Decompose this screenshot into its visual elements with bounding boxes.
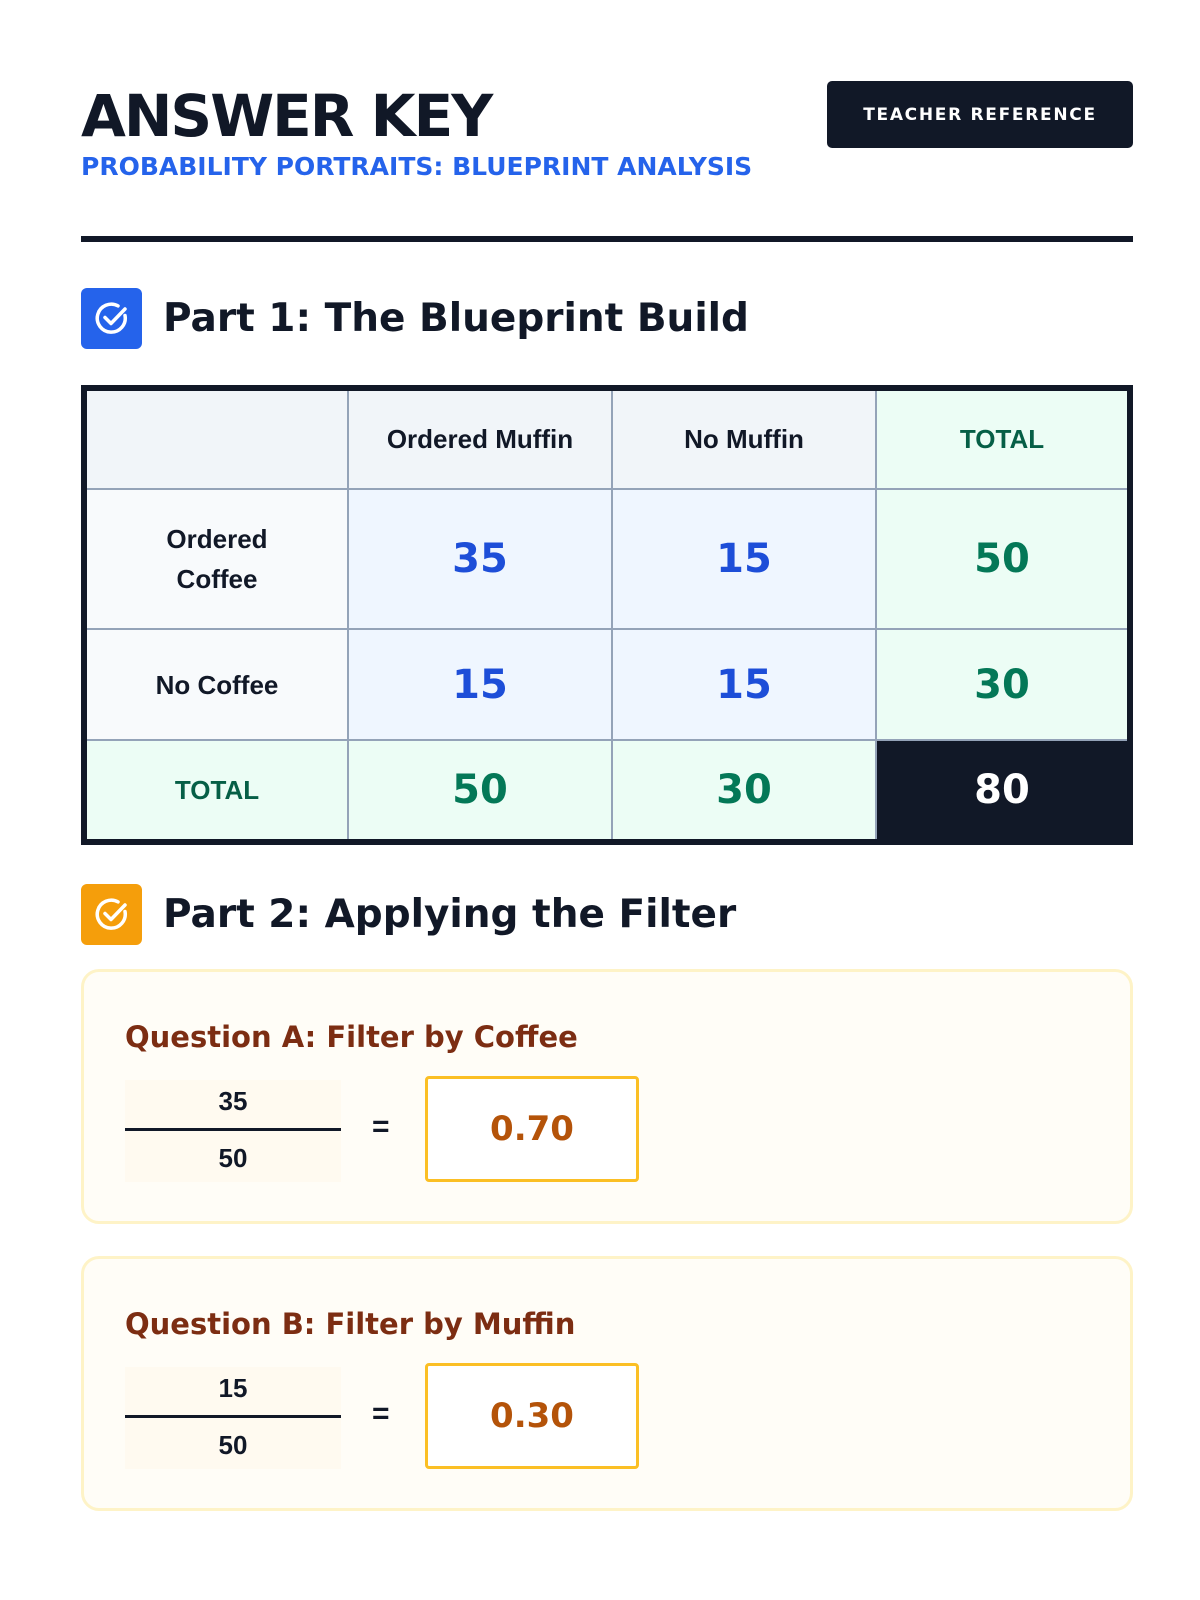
cell-coffee-muffin: 35 <box>349 490 611 628</box>
part2-heading <box>81 883 1133 945</box>
cell-no-coffee-total: 30 <box>877 630 1127 739</box>
question-a-card <box>81 969 1133 1224</box>
question-a-denominator: 50 <box>218 1143 248 1173</box>
check-circle-icon <box>81 288 142 349</box>
header <box>81 78 1133 198</box>
header-divider <box>81 236 1133 242</box>
cell-total-no-muffin: 30 <box>613 741 875 839</box>
question-b-answer-box: 0.30 <box>425 1363 639 1469</box>
cell-no-coffee-no-muffin: 15 <box>613 630 875 739</box>
answer-key-page <box>81 0 1133 1600</box>
question-b-denominator: 50 <box>218 1430 248 1460</box>
question-b-fraction <box>125 1367 341 1469</box>
row-header-no-coffee: No Coffee <box>87 630 347 739</box>
row-header-ordered-coffee: Ordered Coffee <box>87 490 347 628</box>
page-subtitle: PROBABILITY PORTRAITS: BLUEPRINT ANALYSIS <box>81 152 753 181</box>
question-a-answer-box: 0.70 <box>425 1076 639 1182</box>
column-header-total: TOTAL <box>877 391 1127 488</box>
check-circle-icon <box>81 884 142 945</box>
page-title: ANSWER KEY <box>81 82 492 150</box>
cell-grand-total: 80 <box>877 741 1127 839</box>
question-a-fraction <box>125 1080 341 1182</box>
column-header-no-muffin: No Muffin <box>613 391 875 488</box>
two-way-table <box>81 385 1133 845</box>
fraction-bar <box>125 1415 341 1418</box>
cell-no-coffee-muffin: 15 <box>349 630 611 739</box>
question-b-numerator: 15 <box>218 1373 248 1403</box>
question-a-label: Question A: Filter by Coffee <box>125 1020 578 1054</box>
cell-coffee-no-muffin: 15 <box>613 490 875 628</box>
equals-sign: = <box>372 1110 390 1143</box>
column-header-ordered-muffin: Ordered Muffin <box>349 391 611 488</box>
fraction-bar <box>125 1128 341 1131</box>
table-corner-cell <box>87 391 347 488</box>
cell-total-muffin: 50 <box>349 741 611 839</box>
part1-heading <box>81 287 1133 349</box>
teacher-reference-badge: TEACHER REFERENCE <box>827 81 1133 148</box>
cell-coffee-total: 50 <box>877 490 1127 628</box>
question-a-numerator: 35 <box>218 1086 248 1116</box>
equals-sign: = <box>372 1397 390 1430</box>
part1-title: Part 1: The Blueprint Build <box>163 295 749 341</box>
row-header-total: TOTAL <box>87 741 347 839</box>
part2-title: Part 2: Applying the Filter <box>163 891 737 937</box>
question-b-label: Question B: Filter by Muffin <box>125 1307 576 1341</box>
question-b-card <box>81 1256 1133 1511</box>
